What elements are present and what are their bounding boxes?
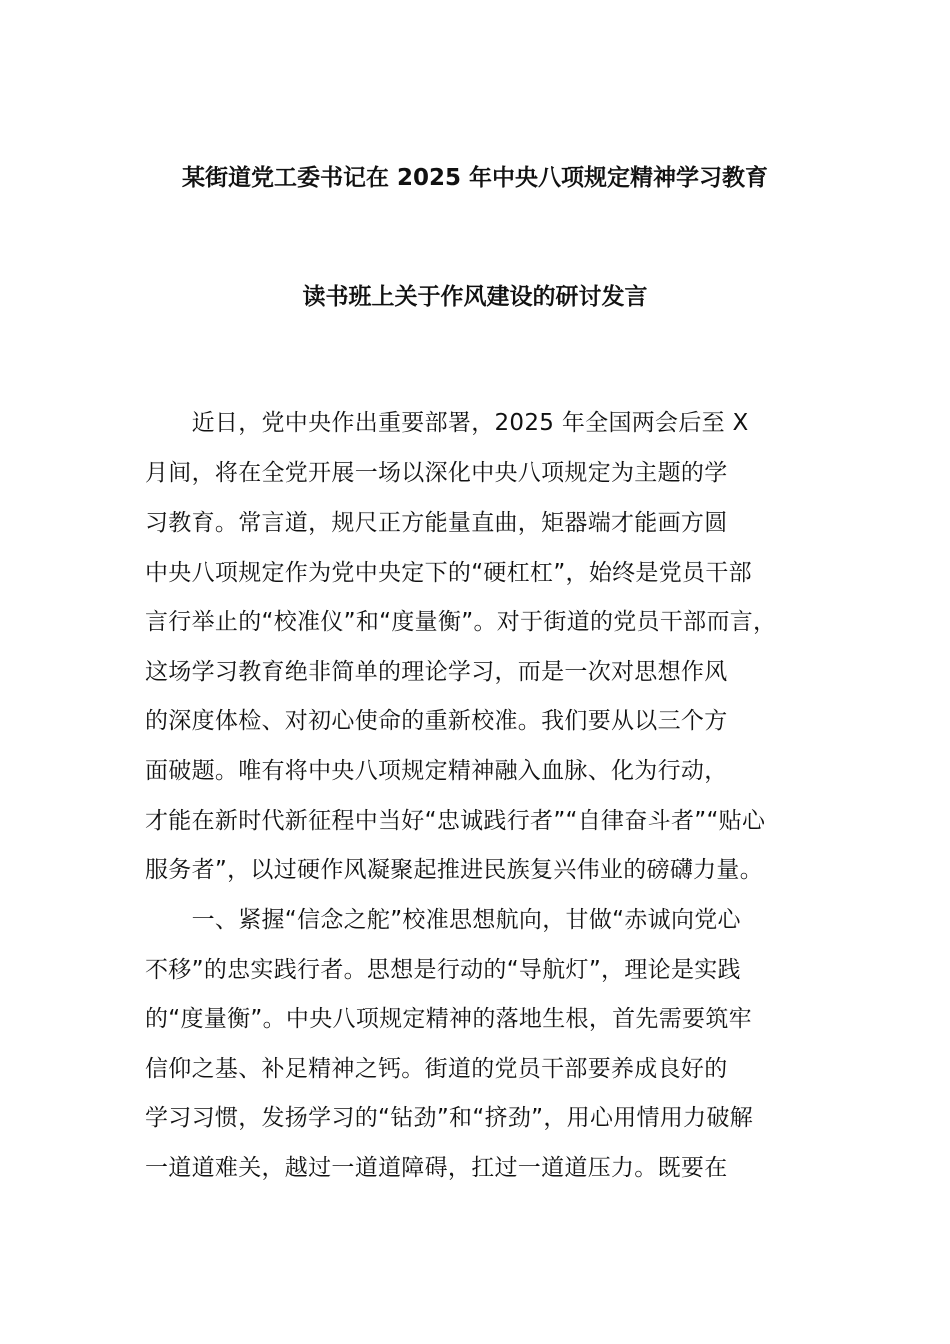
body-line-8: 面破题。唯有将中央八项规定精神融入血脉、化为行动，	[145, 758, 728, 784]
body-line-4: 中央八项规定作为党中央定下的“硬杠杠”，始终是党员干部	[145, 560, 752, 586]
body-line-5: 言行举止的“校准仪”和“度量衡”。对于街道的党员干部而言，	[145, 609, 777, 635]
body-line-14: 信仰之基、补足精神之钙。街道的党员干部要养成良好的	[145, 1056, 728, 1082]
body-line-11: 一、紧握“信念之舵”校准思想航向，甘做“赤诚向党心	[145, 907, 741, 933]
document-title-line-1: 某街道党工委书记在 2025 年中央八项规定精神学习教育	[181, 165, 769, 191]
body-line-13: 的“度量衡”。中央八项规定精神的落地生根，首先需要筑牢	[145, 1006, 752, 1032]
body-line-1: 近日，党中央作出重要部署，2025 年全国两会后至 X	[145, 410, 749, 436]
body-line-10: 服务者”，以过硬作风凝聚起推进民族复兴伟业的磅礴力量。	[145, 857, 764, 883]
body-line-9: 才能在新时代新征程中当好“忠诚践行者”“自律奋斗者”“贴心	[145, 808, 766, 834]
body-line-6: 这场学习教育绝非简单的理论学习，而是一次对思想作风	[145, 659, 728, 685]
body-line-15: 学习习惯，发扬学习的“钻劲”和“挤劲”，用心用情用力破解	[145, 1105, 754, 1131]
document-title-line-2: 读书班上关于作风建设的研讨发言	[302, 284, 648, 310]
body-line-16: 一道道难关，越过一道道障碍，扛过一道道压力。既要在	[145, 1155, 728, 1181]
body-line-7: 的深度体检、对初心使命的重新校准。我们要从以三个方	[145, 708, 728, 734]
body-line-12: 不移”的忠实践行者。思想是行动的“导航灯”，理论是实践	[145, 957, 741, 983]
body-line-2: 月间，将在全党开展一场以深化中央八项规定为主题的学	[145, 460, 728, 486]
body-line-3: 习教育。常言道，规尺正方能量直曲，矩器端才能画方圆	[145, 510, 728, 536]
